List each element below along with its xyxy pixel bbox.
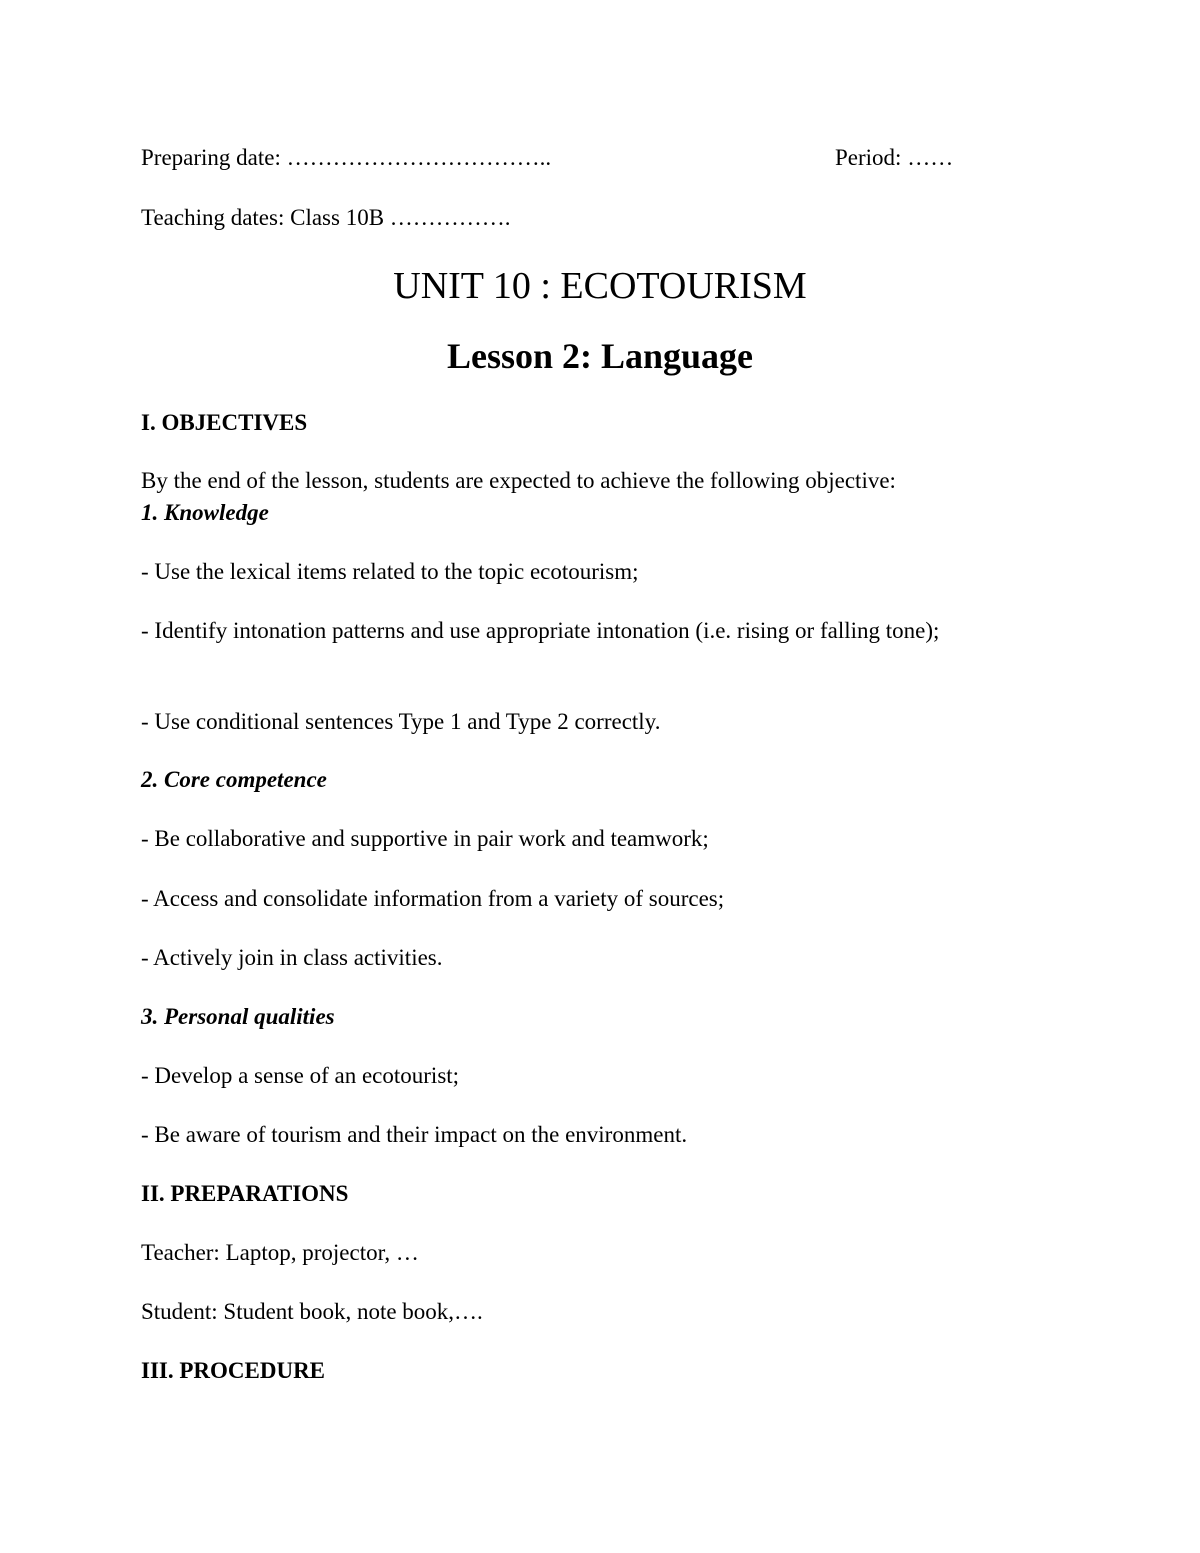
- preparations-heading: II. PREPARATIONS: [141, 1181, 349, 1206]
- core-item: - Be collaborative and supportive in pair work and teamwork;: [141, 826, 709, 851]
- personal-item: - Develop a sense of an ecotourist;: [141, 1063, 460, 1088]
- personal-item: - Be aware of tourism and their impact on the environment.: [141, 1122, 688, 1147]
- preparations-student: Student: Student book, note book,….: [141, 1299, 483, 1324]
- knowledge-heading: 1. Knowledge: [141, 500, 269, 525]
- preparations-teacher: Teacher: Laptop, projector, …: [141, 1240, 419, 1265]
- objectives-intro: By the end of the lesson, students are expected to achieve the following objective:: [141, 468, 896, 493]
- knowledge-item: - Use conditional sentences Type 1 and Type 2 correctly.: [141, 709, 661, 734]
- knowledge-item: - Use the lexical items related to the topic ecotourism;: [141, 559, 639, 584]
- preparing-date: Preparing date: ……………………………..: [141, 145, 552, 170]
- period: Period: ……: [835, 145, 954, 170]
- unit-title: UNIT 10 : ECOTOURISM: [393, 265, 807, 307]
- core-item: - Actively join in class activities.: [141, 945, 443, 970]
- core-competence-heading: 2. Core competence: [141, 767, 327, 792]
- procedure-heading: III. PROCEDURE: [141, 1358, 326, 1383]
- knowledge-item: - Identify intonation patterns and use appropriate intonation (i.e. rising or falling tone);: [141, 618, 940, 643]
- teaching-dates: Teaching dates: Class 10B …………….: [141, 205, 511, 230]
- personal-qualities-heading: 3. Personal qualities: [141, 1004, 335, 1029]
- core-item: - Access and consolidate information from a variety of sources;: [141, 886, 725, 911]
- objectives-heading: I. OBJECTIVES: [141, 410, 308, 435]
- lesson-title: Lesson 2: Language: [446, 336, 754, 376]
